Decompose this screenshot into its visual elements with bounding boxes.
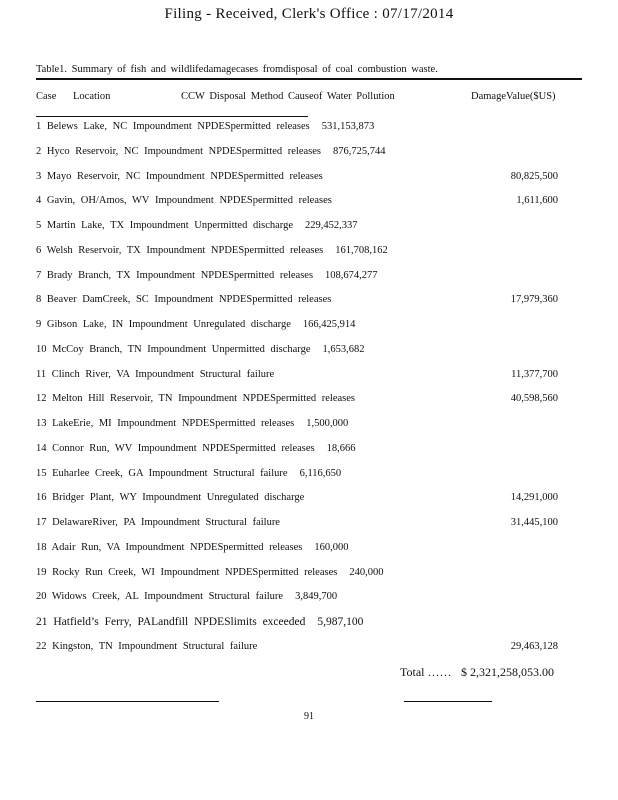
row-damage-value: 11,377,700: [511, 368, 558, 380]
row-damage-value: 29,463,128: [510, 640, 558, 652]
table-row: [36, 591, 337, 607]
table-row: [36, 171, 335, 187]
row-inline-amount: 876,725,744: [333, 145, 386, 157]
row-inline-amount: 229,452,337: [305, 220, 358, 231]
column-header-damage-value: DamageValue($US): [471, 91, 556, 102]
row-damage-value: 40,598,560: [510, 393, 558, 405]
row-description: 19 Rocky Run Creek, WI Impoundment NPDESpermitted releases: [36, 566, 338, 578]
row-inline-amount: 160,000: [314, 541, 349, 553]
row-description: 7 Brady Branch, TX Impoundment NPDESpermitted releases: [36, 269, 314, 281]
row-description: 15 Euharlee Creek, GA Impoundment Structural failure: [36, 467, 288, 479]
row-description: 16 Bridger Plant, WY Impoundment Unregulated discharge: [36, 492, 305, 504]
column-header-ccw-disposal: CCW Disposal Method Causeof Water Pollution: [181, 91, 395, 102]
table-row: [36, 245, 388, 261]
row-damage-value: 80,825,500: [510, 170, 558, 182]
table-row: [36, 567, 383, 583]
table-row: [36, 641, 269, 657]
total-label: Total ……: [400, 665, 452, 679]
row-inline-amount: 6,116,650: [299, 467, 342, 479]
row-description: 20 Widows Creek, AL Impoundment Structural failure: [36, 591, 284, 603]
table-row: [36, 369, 286, 385]
footer-rule-left: [36, 701, 219, 702]
row-inline-amount: 161,708,162: [335, 244, 388, 256]
table-row: [36, 542, 349, 558]
row-inline-amount: 240,000: [349, 566, 384, 578]
row-damage-value: 17,979,360: [510, 294, 558, 306]
table-row: [36, 468, 341, 484]
table-row: [36, 393, 367, 409]
table-row: [36, 319, 355, 335]
filing-stamp-header: Filing - Received, Clerk's Office : 07/17/2014: [164, 6, 454, 22]
row-description: 13 LakeErie, MI Impoundment NPDESpermitted releases: [36, 418, 295, 429]
table-row: [36, 121, 374, 137]
header-underline: [36, 116, 308, 117]
row-description: 17 DelawareRiver, PA Impoundment Structural failure: [36, 517, 280, 528]
row-inline-amount: 3,849,700: [295, 591, 338, 603]
table-row: [36, 517, 292, 533]
row-description: 3 Mayo Reservoir, NC Impoundment NPDESpermitted releases: [36, 170, 323, 182]
table-top-rule: [36, 78, 582, 80]
row-description: 1 Belews Lake, NC Impoundment NPDESpermitted releases: [36, 121, 310, 132]
row-description: 6 Welsh Reservoir, TX Impoundment NPDESpermitted releases: [36, 244, 324, 256]
row-inline-amount: 18,666: [326, 442, 356, 454]
row-description: 11 Clinch River, VA Impoundment Structural failure: [36, 368, 275, 380]
row-damage-value: 31,445,100: [510, 517, 558, 528]
row-damage-value: 1,611,600: [516, 195, 558, 207]
table-row: [36, 220, 358, 236]
row-inline-amount: 108,674,277: [325, 269, 378, 281]
row-description: 14 Connor Run, WV Impoundment NPDESpermitted releases: [36, 442, 315, 454]
table-row: [36, 616, 363, 632]
row-description: 12 Melton Hill Reservoir, TN Impoundment NPDESpermitted releases: [36, 393, 356, 405]
row-inline-amount: 166,425,914: [302, 319, 356, 330]
row-description: 21 Hatfield’s Ferry, PALandfill NPDESlimits exceeded: [36, 616, 306, 628]
row-description: 18 Adair Run, VA Impoundment NPDESpermitted releases: [36, 541, 303, 553]
table-row: [36, 344, 365, 360]
table-row: [36, 294, 343, 310]
table-row: [36, 195, 344, 211]
table-caption: Table1. Summary of fish and wildlifedamagecases fromdisposal of coal combustion waste.: [36, 64, 438, 75]
row-description: 4 Gavin, OH/Amos, WV Impoundment NPDESpermitted releases: [36, 195, 332, 207]
row-inline-amount: 1,653,682: [322, 343, 365, 355]
row-description: 9 Gibson Lake, IN Impoundment Unregulated discharge: [36, 319, 291, 330]
row-damage-value: 14,291,000: [510, 492, 558, 504]
total-value: $ 2,321,258,053.00: [461, 665, 554, 679]
row-inline-amount: 5,987,100: [317, 616, 364, 628]
column-header-case: Case: [36, 91, 57, 102]
row-description: 10 McCoy Branch, TN Impoundment Unpermitted discharge: [36, 343, 311, 355]
column-header-location: Location: [73, 91, 111, 102]
table-row: [36, 418, 348, 434]
row-inline-amount: 1,500,000: [306, 418, 349, 429]
page-number: 91: [304, 711, 314, 722]
table-row: [36, 146, 386, 162]
row-description: 5 Martin Lake, TX Impoundment Unpermitted discharge: [36, 220, 294, 231]
table-row: [36, 270, 378, 286]
row-description: 8 Beaver DamCreek, SC Impoundment NPDESpermitted releases: [36, 294, 332, 306]
table-row: [36, 492, 316, 508]
row-description: 22 Kingston, TN Impoundment Structural failure: [36, 640, 258, 652]
row-inline-amount: 531,153,873: [321, 121, 375, 132]
table-row: [36, 443, 356, 459]
row-description: 2 Hyco Reservoir, NC Impoundment NPDESpermitted releases: [36, 145, 321, 157]
footer-rule-right: [404, 701, 492, 702]
